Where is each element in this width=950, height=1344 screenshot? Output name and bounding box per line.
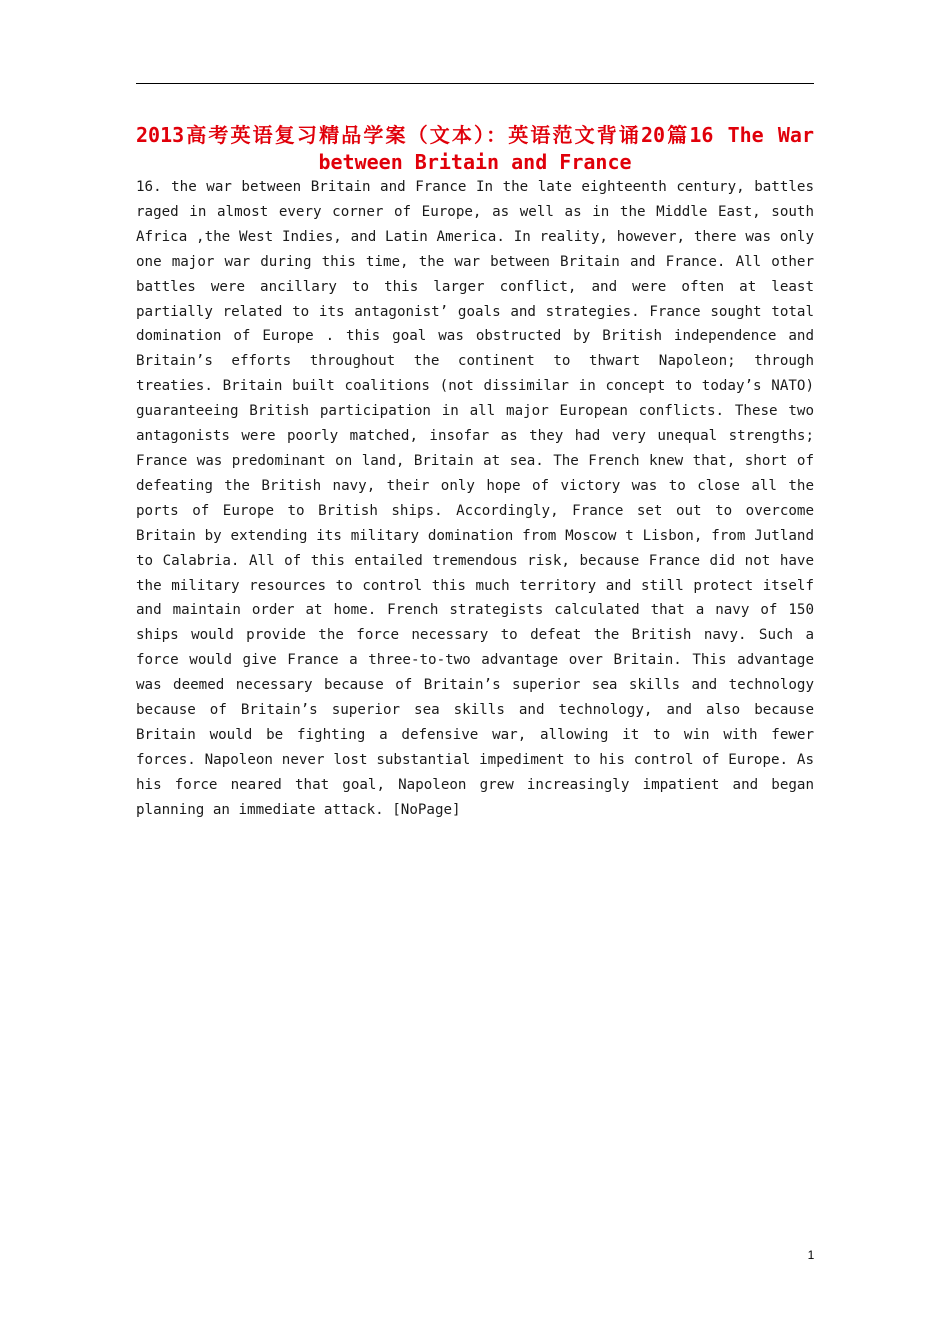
page-number: 1 [807,1248,815,1262]
header-rule [136,83,814,84]
document-title: 2013高考英语复习精品学案（文本）：英语范文背诵20篇16 The War between Britain and France [136,123,814,174]
document-body: 16. the war between Britain and France In the late eighteenth century, battles raged in almost every corner of Europe, as well as in the Middle East, south Africa ,the West Indies, and Latin America. In reality, however, there was only one major war during this time, the war between Britain and France. All other battles were ancillary to this larger conflict, and were often at least partially related to its antagonist’ goals and strategies. France sought total domination of Europe . this goal was obstructed by British independence and Britain’s efforts throughout the continent to thwart Napoleon; through treaties. Britain built coalitions (not dissimilar in concept to today’s NATO) guaranteeing British participation in all major European conflicts. These two antagonists were poorly matched, insofar as they had very unequal strengths; France was predominant on land, Britain at sea. The French knew that, short of defeating the British navy, their only hope of victory was to close all the ports of Europe to British ships. Accordingly, France set out to overcome Britain by extending its military domination from Moscow t Lisbon, from Jutland to Calabria. All of this entailed tremendous risk, because France did not have the military resources to control this much territory and still protect itself and maintain order at home. French strategists calculated that a navy of 150 ships would provide the force necessary to defeat the British navy. Such a force would give France a three-to-two advantage over Britain. This advantage was deemed necessary because of Britain’s superior sea skills and technology because of Britain’s superior sea skills and technology, and also because Britain would be fighting a defensive war, allowing it to win with fewer forces. Napoleon never lost substantial impediment to his control of Europe. As his force neared that goal, Napoleon grew increasingly impatient and began planning an immediate attack. [NoPage] [136,179,814,818]
